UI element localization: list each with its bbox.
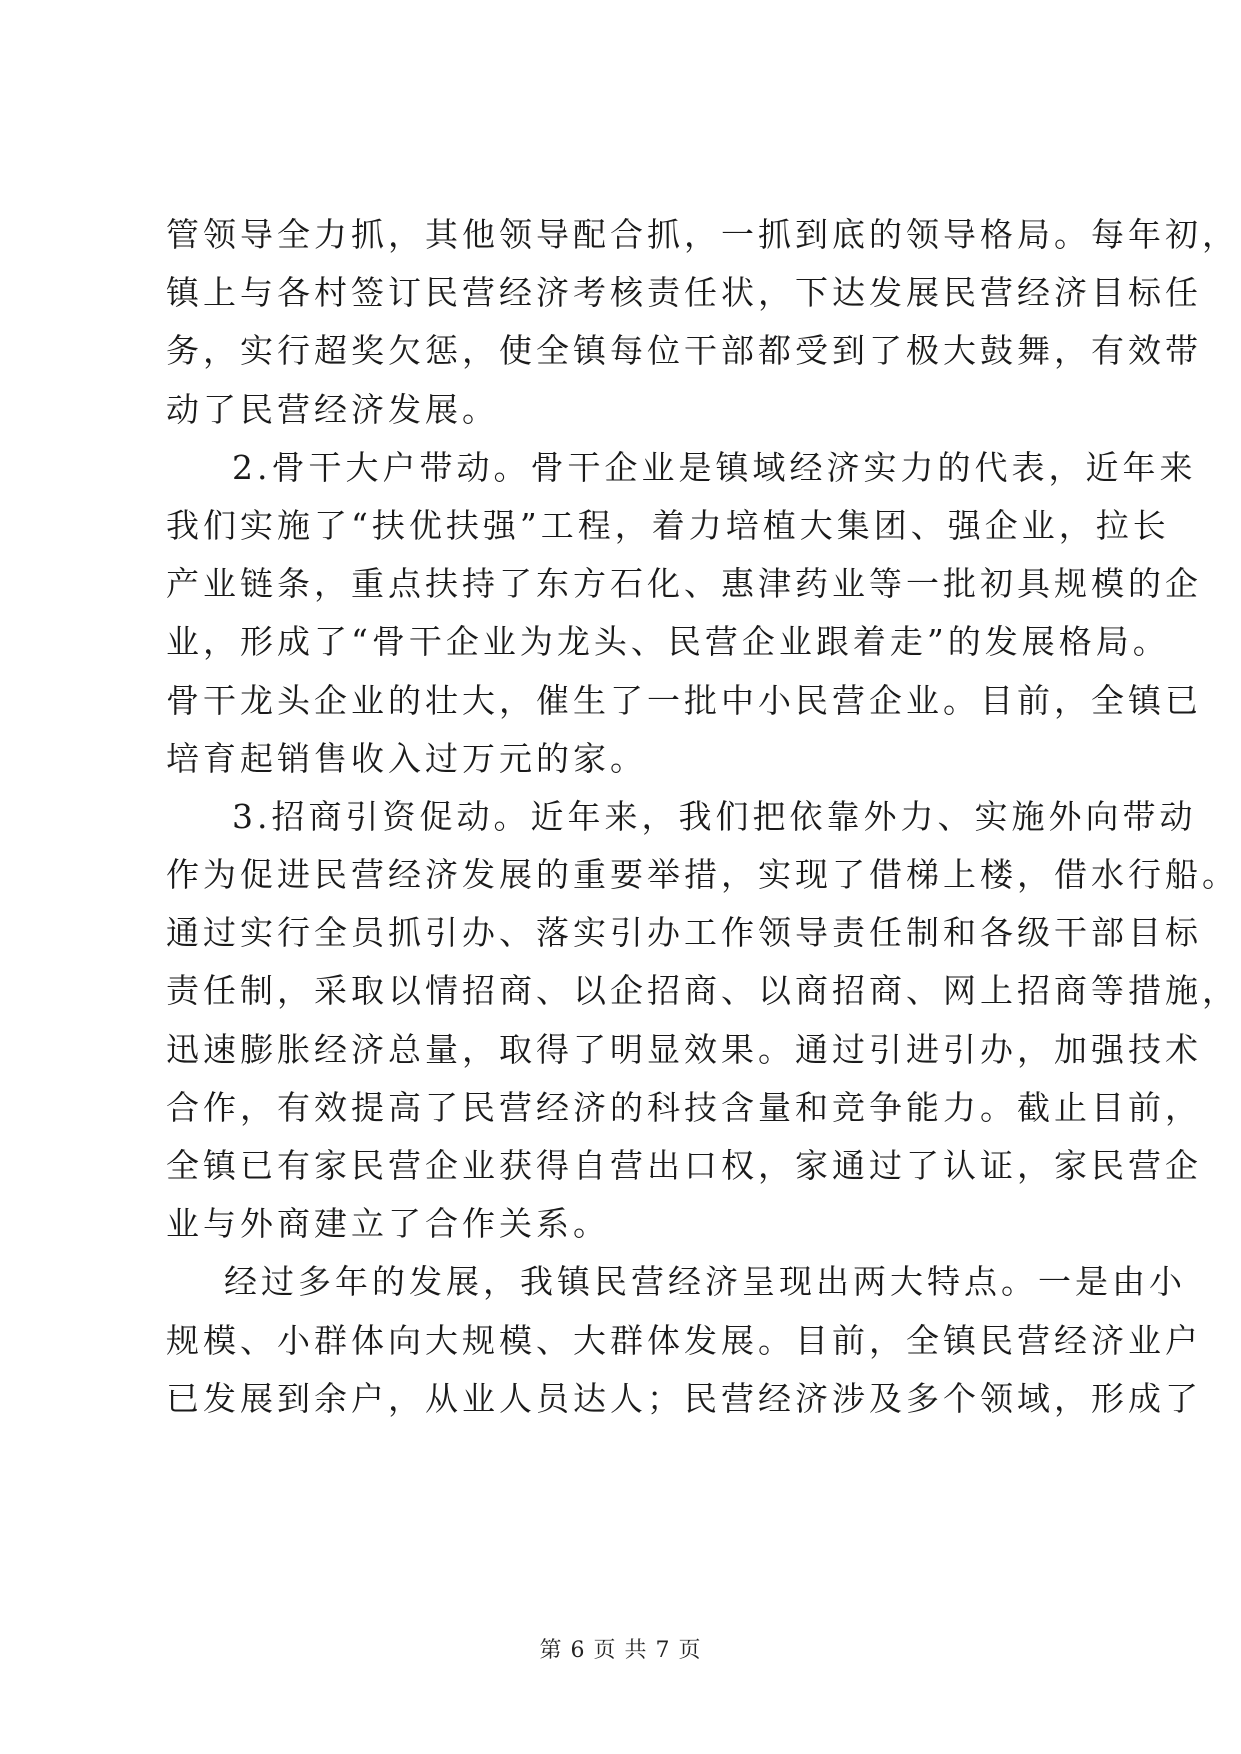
document-body [166,206,1239,1428]
text-line: 业与外商建立了合作关系。 [166,1204,610,1244]
text-line: 业，形成了“骨干企业为龙头、民营企业跟着走”的发展格局。 [166,622,1170,662]
text-line: 责任制，采取以情招商、以企招商、以商招商、网上招商等措施， [166,971,1239,1011]
text-line: 务，实行超奖欠惩，使全镇每位干部都受到了极大鼓舞，有效带 [166,331,1202,371]
text-line: 作为促进民营经济发展的重要举措，实现了借梯上楼，借水行船。 [166,855,1239,895]
text-line: 动了民营经济发展。 [166,389,499,429]
text-line: 我们实施了“扶优扶强”工程，着力培植大集团、强企业，拉长 [166,505,1170,545]
text-line: 经过多年的发展，我镇民营经济呈现出两大特点。一是由小 [224,1262,1186,1302]
text-line: 骨干龙头企业的壮大，催生了一批中小民营企业。目前，全镇已 [166,680,1202,720]
text-line: 已发展到余户，从业人员达人；民营经济涉及多个领域，形成了 [166,1378,1202,1418]
text-line: 迅速膨胀经济总量，取得了明显效果。通过引进引办，加强技术 [166,1029,1202,1069]
text-line: 管领导全力抓，其他领导配合抓，一抓到底的领导格局。每年初， [166,215,1239,254]
page-footer: 第 6 页 共 7 页 [539,1638,702,1663]
text-line: 镇上与各村签订民营经济考核责任状，下达发展民营经济目标任 [166,273,1202,313]
text-line: 通过实行全员抓引办、落实引办工作领导责任制和各级干部目标 [166,913,1202,953]
text-line: 规模、小群体向大规模、大群体发展。目前，全镇民营经济业户 [166,1320,1202,1360]
text-line: 培育起销售收入过万元的家。 [166,738,647,778]
text-line: 产业链条，重点扶持了东方石化、惠津药业等一批初具规模的企 [166,564,1202,604]
text-line: 全镇已有家民营企业获得自营出口权，家通过了认证，家民营企 [166,1146,1202,1185]
text-line: 3.招商引资促动。近年来，我们把依靠外力、实施外向带动 [232,796,1197,836]
text-line: 2.骨干大户带动。骨干企业是镇域经济实力的代表，近年来 [232,447,1197,487]
text-line: 合作，有效提高了民营经济的科技含量和竞争能力。截止目前， [166,1087,1202,1127]
